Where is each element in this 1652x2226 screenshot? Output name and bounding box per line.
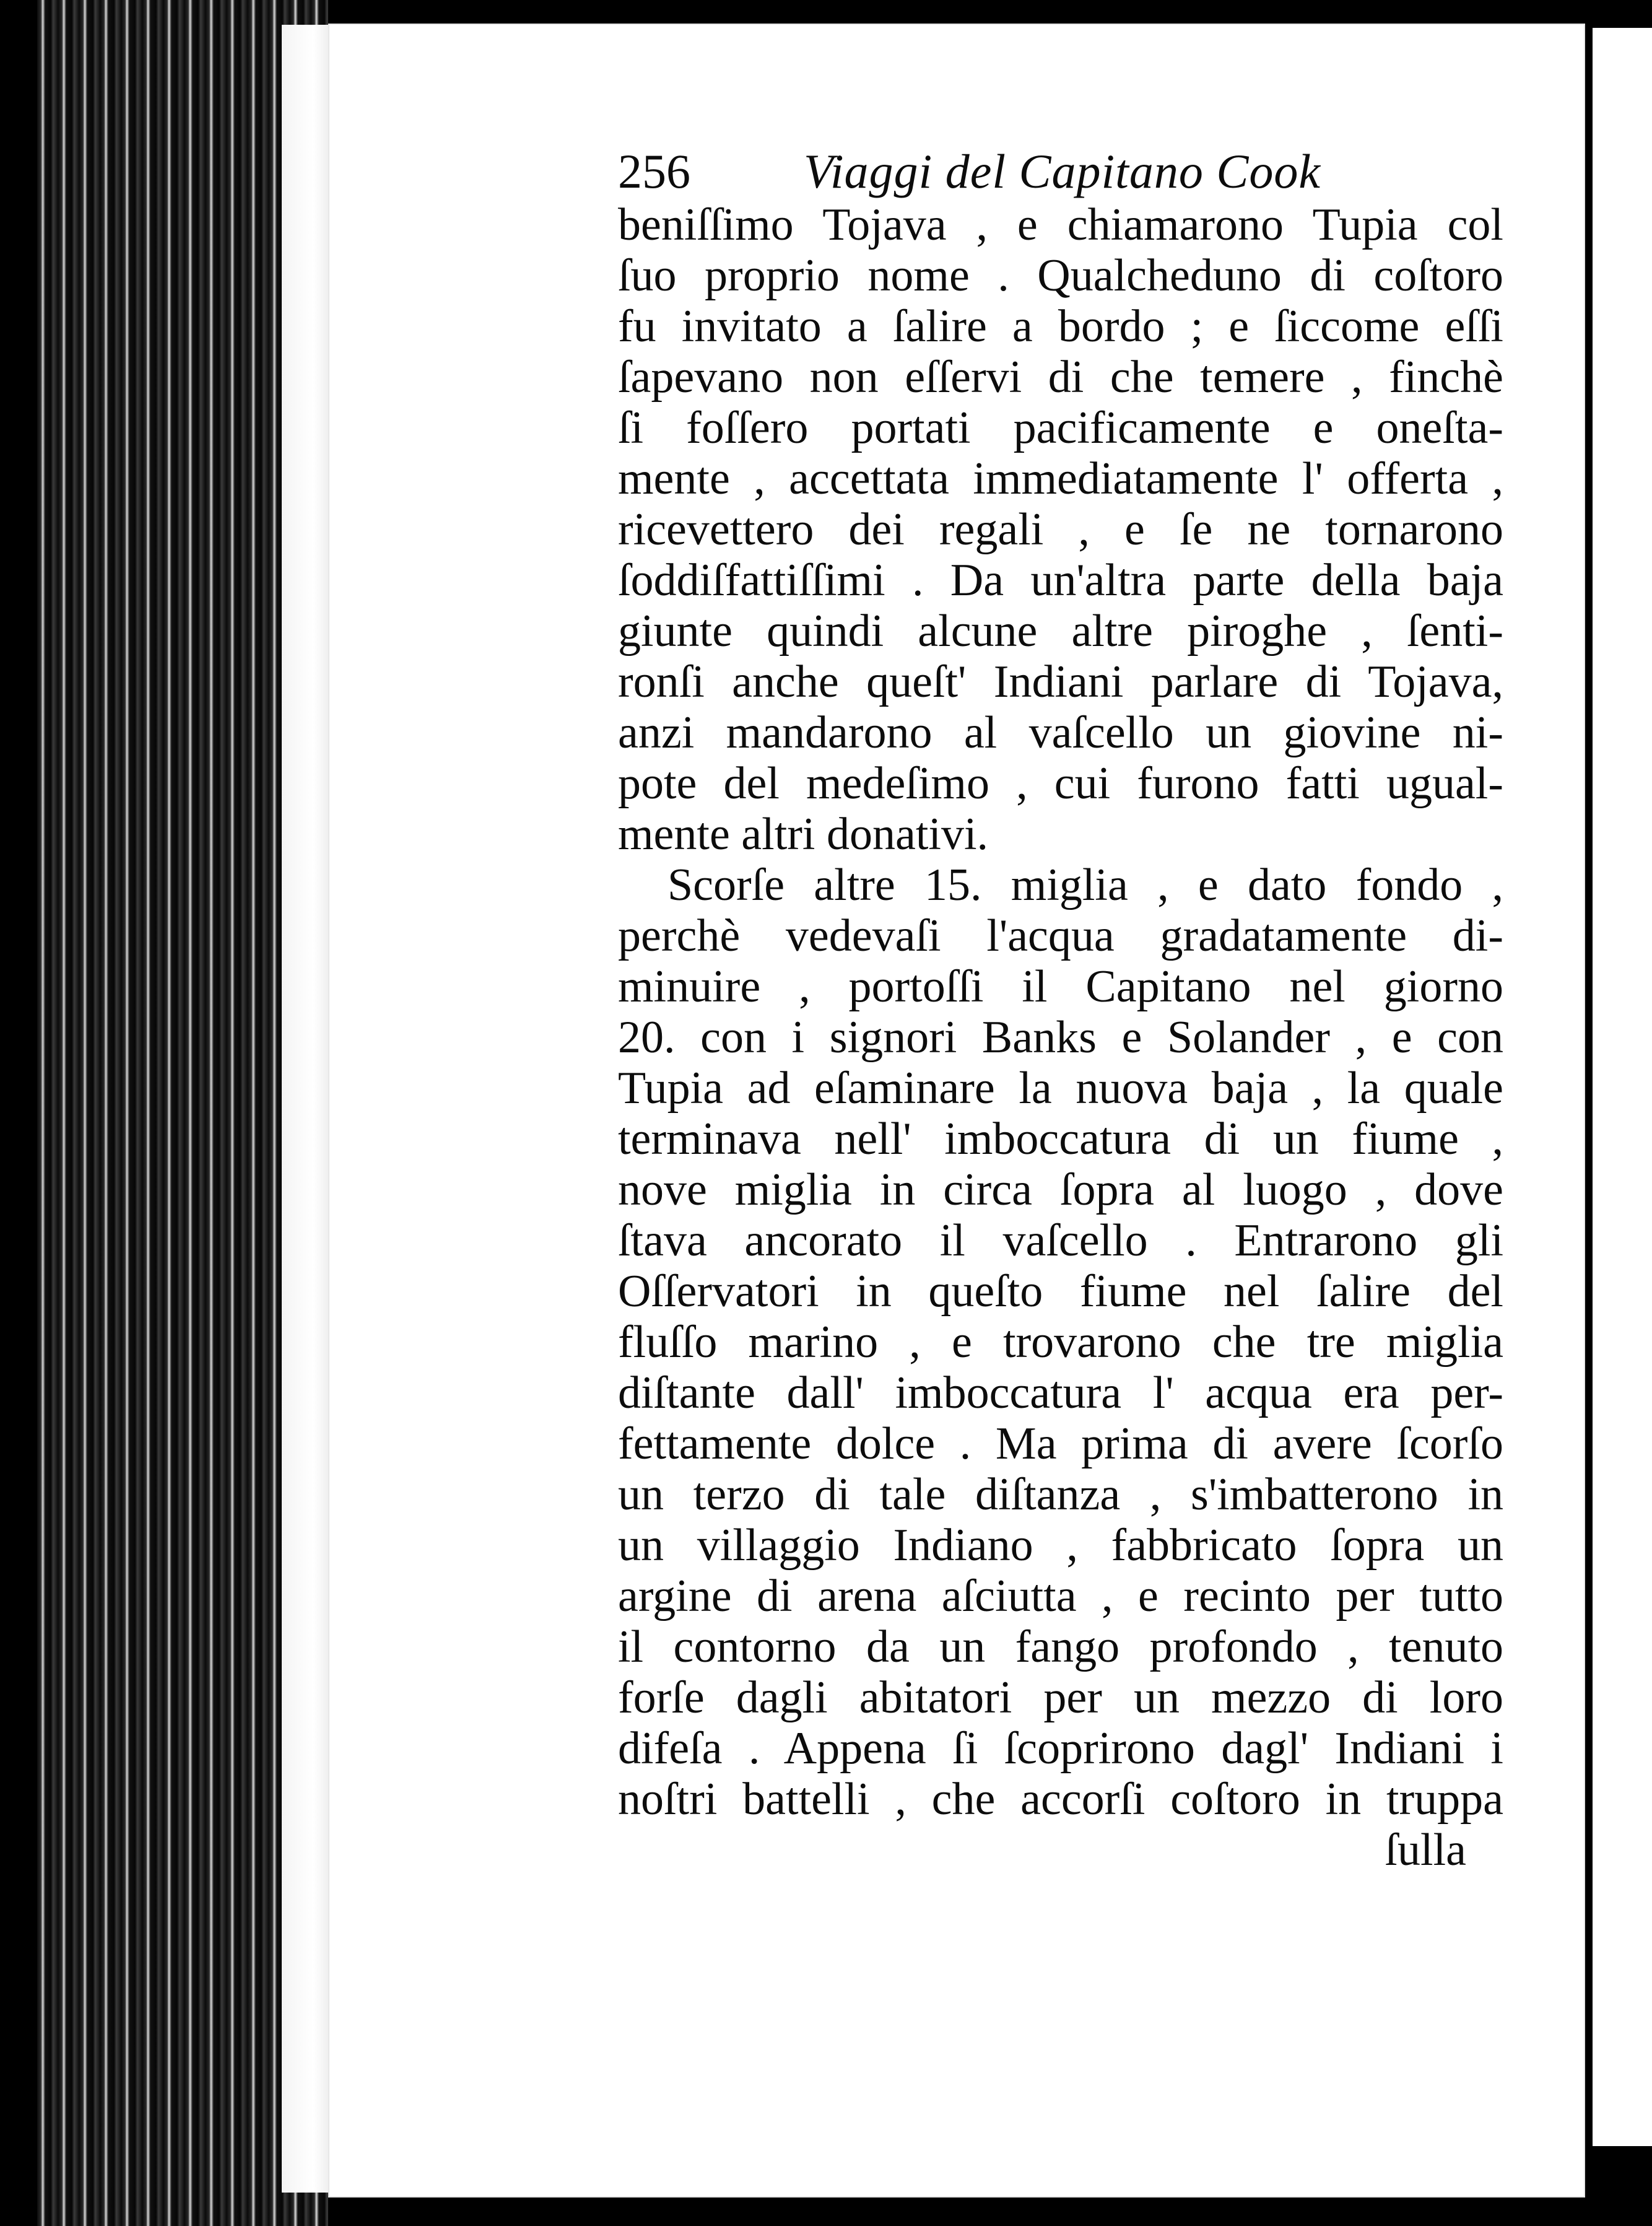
text-line: ricevettero dei regali , e ſe ne tornarono <box>618 504 1503 555</box>
text-line: un villaggio Indiano , fabbricato ſopra un <box>618 1520 1503 1571</box>
text-line: perchè vedevaſi l'acqua gradatamente di- <box>618 910 1503 961</box>
text-line: Tupia ad eſaminare la nuova baja , la quale <box>618 1063 1503 1114</box>
text-line: Scorſe altre 15. miglia , e dato fondo , <box>667 860 1503 910</box>
text-line: argine di arena aſciutta , e recinto per tutto <box>618 1571 1503 1621</box>
text-line: mente altri donativi. <box>618 809 988 860</box>
text-line: noſtri battelli , che accorſi coſtoro in truppa <box>618 1774 1503 1825</box>
text-line: fluſſo marino , e trovarono che tre miglia <box>618 1317 1503 1368</box>
text-line: fettamente dolce . Ma prima di avere ſcorſo <box>618 1418 1503 1469</box>
text-line: fu invitato a ſalire a bordo ; e ſiccome eſſi <box>618 301 1503 352</box>
text-line: ſapevano non eſſervi di che temere , finchè <box>618 352 1503 403</box>
text-line: beniſſimo Tojava , e chiamarono Tupia col <box>618 199 1503 250</box>
catchword: ſulla <box>1385 1825 1466 1875</box>
text-line: ſuo proprio nome . Qualcheduno di coſtoro <box>618 250 1503 301</box>
text-line: mente , accettata immediatamente l' offerta , <box>618 453 1503 504</box>
text-line: minuire , portoſſi il Capitano nel giorno <box>618 961 1503 1012</box>
text-line: forſe dagli abitatori per un mezzo di loro <box>618 1672 1503 1723</box>
text-line: pote del medeſimo , cui furono fatti ugual- <box>618 758 1503 809</box>
facing-page-edge <box>1593 28 1652 2146</box>
text-line: il contorno da un fango profondo , tenuto <box>618 1621 1503 1672</box>
text-line: ronſi anche queſt' Indiani parlare di Tojava, <box>618 657 1503 707</box>
page-number: 256 <box>618 144 690 198</box>
text-line: ſi foſſero portati pacificamente e oneſta- <box>618 403 1503 453</box>
text-line: 20. con i signori Banks e Solander , e con <box>618 1012 1503 1063</box>
page-gutter <box>282 25 334 2193</box>
text-line: giunte quindi alcune altre piroghe , ſenti- <box>618 606 1503 657</box>
text-line: ſoddiſfattiſſimi . Da un'altra parte della baja <box>618 555 1503 606</box>
text-line: terminava nell' imboccatura di un fiume , <box>618 1114 1503 1164</box>
text-line: un terzo di tale diſtanza , s'imbatterono in <box>618 1469 1503 1520</box>
text-line: anzi mandarono al vaſcello un giovine ni- <box>618 707 1503 758</box>
running-head <box>618 144 1503 199</box>
text-line: nove miglia in circa ſopra al luogo , dove <box>618 1164 1503 1215</box>
text-line: difeſa . Appena ſi ſcoprirono dagl' Indiani i <box>618 1723 1503 1774</box>
page-text <box>618 144 1503 1875</box>
text-line: diſtante dall' imboccatura l' acqua era per- <box>618 1368 1503 1418</box>
text-line: Oſſervatori in queſto fiume nel ſalire del <box>618 1266 1503 1317</box>
running-title: Viaggi del Capitano Cook <box>804 144 1321 198</box>
text-line: ſtava ancorato il vaſcello . Entrarono gli <box>618 1215 1503 1266</box>
